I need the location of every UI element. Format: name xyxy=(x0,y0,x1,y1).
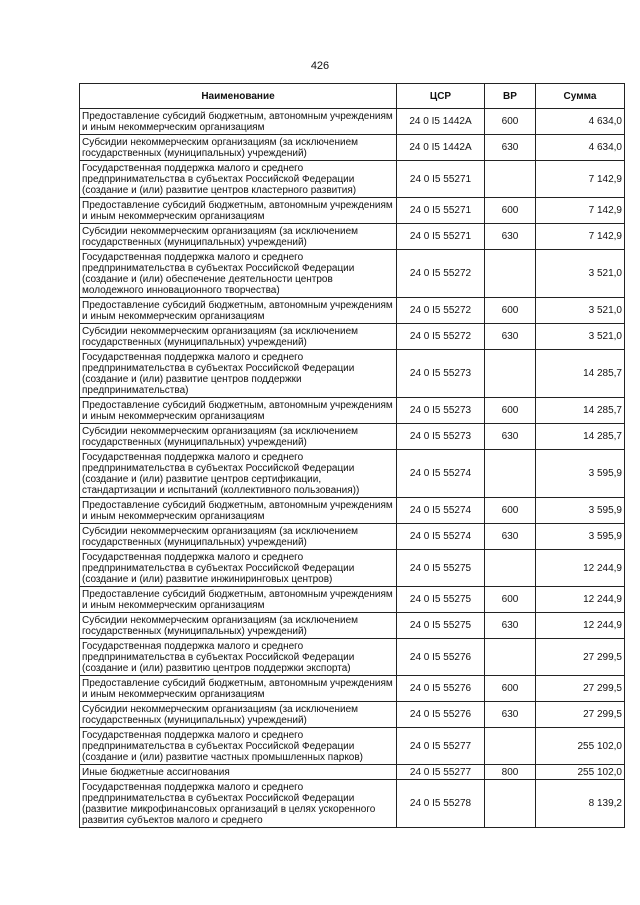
cell-vr: 630 xyxy=(485,524,536,550)
cell-sum: 12 244,9 xyxy=(536,587,625,613)
table-row xyxy=(80,498,625,524)
cell-sum: 3 595,9 xyxy=(536,450,625,498)
cell-name: Иные бюджетные ассигнования xyxy=(80,765,397,780)
cell-vr xyxy=(485,450,536,498)
cell-csr: 24 0 I5 55271 xyxy=(397,224,485,250)
table-row xyxy=(80,639,625,676)
cell-name: Предоставление субсидий бюджетным, автономным учреждениям и иным некоммерческим организациям xyxy=(80,676,397,702)
cell-name: Предоставление субсидий бюджетным, автономным учреждениям и иным некоммерческим организациям xyxy=(80,298,397,324)
table-row xyxy=(80,350,625,398)
cell-sum: 4 634,0 xyxy=(536,135,625,161)
cell-vr: 600 xyxy=(485,587,536,613)
cell-sum: 27 299,5 xyxy=(536,639,625,676)
table-row xyxy=(80,298,625,324)
cell-sum: 7 142,9 xyxy=(536,224,625,250)
table-row xyxy=(80,198,625,224)
table-row xyxy=(80,250,625,298)
cell-vr: 600 xyxy=(485,298,536,324)
cell-sum: 3 521,0 xyxy=(536,298,625,324)
cell-csr: 24 0 I5 55271 xyxy=(397,161,485,198)
cell-vr: 630 xyxy=(485,613,536,639)
cell-csr: 24 0 I5 55272 xyxy=(397,250,485,298)
cell-name: Субсидии некоммерческим организациям (за исключением государственных (муниципальных) учреждений) xyxy=(80,135,397,161)
cell-csr: 24 0 I5 55276 xyxy=(397,639,485,676)
cell-csr: 24 0 I5 55273 xyxy=(397,424,485,450)
cell-name: Государственная поддержка малого и среднего предпринимательства в субъектах Российской Федерации (создание и (или) обеспечение деятельности центров молодежного инновационного творчества) xyxy=(80,250,397,298)
table-row xyxy=(80,224,625,250)
cell-csr: 24 0 I5 55275 xyxy=(397,613,485,639)
cell-sum: 255 102,0 xyxy=(536,728,625,765)
cell-vr xyxy=(485,250,536,298)
table-header xyxy=(80,84,625,109)
table-row xyxy=(80,728,625,765)
cell-csr: 24 0 I5 55275 xyxy=(397,550,485,587)
table-row xyxy=(80,398,625,424)
header-sum: Сумма xyxy=(536,84,625,109)
cell-sum: 12 244,9 xyxy=(536,550,625,587)
cell-sum: 3 521,0 xyxy=(536,324,625,350)
cell-vr xyxy=(485,728,536,765)
cell-vr: 600 xyxy=(485,198,536,224)
cell-sum: 4 634,0 xyxy=(536,109,625,135)
cell-vr: 600 xyxy=(485,498,536,524)
cell-csr: 24 0 I5 55273 xyxy=(397,350,485,398)
table-row xyxy=(80,587,625,613)
cell-csr: 24 0 I5 55275 xyxy=(397,587,485,613)
page-number: 426 xyxy=(310,60,330,72)
cell-name: Государственная поддержка малого и среднего предпринимательства в субъектах Российской Федерации (создание и (или) развитие инжиниринговых центров) xyxy=(80,550,397,587)
cell-csr: 24 0 I5 55273 xyxy=(397,398,485,424)
cell-name: Предоставление субсидий бюджетным, автономным учреждениям и иным некоммерческим организациям xyxy=(80,498,397,524)
cell-vr xyxy=(485,161,536,198)
cell-sum: 3 595,9 xyxy=(536,524,625,550)
table-row xyxy=(80,135,625,161)
cell-vr: 600 xyxy=(485,398,536,424)
cell-name: Государственная поддержка малого и среднего предпринимательства в субъектах Российской Федерации (создание и (или) развитие центров сертификации, стандартизации и испытаний (коллективного пользования)) xyxy=(80,450,397,498)
cell-name: Субсидии некоммерческим организациям (за исключением государственных (муниципальных) учреждений) xyxy=(80,524,397,550)
cell-csr: 24 0 I5 55278 xyxy=(397,780,485,828)
header-vr: ВР xyxy=(485,84,536,109)
cell-csr: 24 0 I5 55276 xyxy=(397,676,485,702)
header-csr: ЦСР xyxy=(397,84,485,109)
cell-name: Субсидии некоммерческим организациям (за исключением государственных (муниципальных) учреждений) xyxy=(80,424,397,450)
cell-name: Государственная поддержка малого и среднего предпринимательства в субъектах Российской Федерации (создание и (или) развитие частных промышленных парков) xyxy=(80,728,397,765)
cell-vr: 630 xyxy=(485,702,536,728)
cell-csr: 24 0 I5 55276 xyxy=(397,702,485,728)
cell-vr: 630 xyxy=(485,424,536,450)
cell-csr: 24 0 I5 55274 xyxy=(397,450,485,498)
table-row xyxy=(80,676,625,702)
budget-table xyxy=(79,83,625,828)
table-row xyxy=(80,702,625,728)
cell-sum: 3 595,9 xyxy=(536,498,625,524)
table-row xyxy=(80,780,625,828)
header-name: Наименование xyxy=(80,84,397,109)
table-row xyxy=(80,550,625,587)
cell-csr: 24 0 I5 55277 xyxy=(397,765,485,780)
cell-csr: 24 0 I5 55277 xyxy=(397,728,485,765)
cell-name: Субсидии некоммерческим организациям (за исключением государственных (муниципальных) учреждений) xyxy=(80,224,397,250)
cell-sum: 255 102,0 xyxy=(536,765,625,780)
cell-vr xyxy=(485,550,536,587)
cell-sum: 12 244,9 xyxy=(536,613,625,639)
cell-name: Предоставление субсидий бюджетным, автономным учреждениям и иным некоммерческим организациям xyxy=(80,587,397,613)
cell-sum: 27 299,5 xyxy=(536,676,625,702)
cell-vr xyxy=(485,350,536,398)
cell-sum: 7 142,9 xyxy=(536,198,625,224)
table-row xyxy=(80,450,625,498)
table-row xyxy=(80,424,625,450)
cell-vr: 800 xyxy=(485,765,536,780)
cell-sum: 14 285,7 xyxy=(536,424,625,450)
cell-name: Предоставление субсидий бюджетным, автономным учреждениям и иным некоммерческим организациям xyxy=(80,198,397,224)
cell-name: Государственная поддержка малого и среднего предпринимательства в субъектах Российской Федерации (создание и (или) развитие центров кластерного развития) xyxy=(80,161,397,198)
cell-vr: 630 xyxy=(485,224,536,250)
cell-csr: 24 0 I5 55272 xyxy=(397,324,485,350)
cell-vr: 630 xyxy=(485,324,536,350)
table-row xyxy=(80,613,625,639)
cell-sum: 14 285,7 xyxy=(536,350,625,398)
cell-name: Предоставление субсидий бюджетным, автономным учреждениям и иным некоммерческим организациям xyxy=(80,398,397,424)
cell-vr: 600 xyxy=(485,109,536,135)
table-row xyxy=(80,765,625,780)
cell-csr: 24 0 I5 1442A xyxy=(397,109,485,135)
cell-name: Субсидии некоммерческим организациям (за исключением государственных (муниципальных) учреждений) xyxy=(80,613,397,639)
table-body xyxy=(80,109,625,828)
cell-csr: 24 0 I5 55271 xyxy=(397,198,485,224)
cell-sum: 14 285,7 xyxy=(536,398,625,424)
cell-name: Субсидии некоммерческим организациям (за исключением государственных (муниципальных) учреждений) xyxy=(80,324,397,350)
cell-csr: 24 0 I5 55274 xyxy=(397,498,485,524)
cell-sum: 7 142,9 xyxy=(536,161,625,198)
cell-name: Предоставление субсидий бюджетным, автономным учреждениям и иным некоммерческим организациям xyxy=(80,109,397,135)
cell-csr: 24 0 I5 55272 xyxy=(397,298,485,324)
cell-vr xyxy=(485,639,536,676)
cell-name: Государственная поддержка малого и среднего предпринимательства в субъектах Российской Федерации (создание и (или) развитие центров поддержки предпринимательства) xyxy=(80,350,397,398)
cell-name: Государственная поддержка малого и среднего предпринимательства в субъектах Российской Федерации (развитие микрофинансовых организаций в целях ускоренного развития субъектов малого и среднего xyxy=(80,780,397,828)
table-header-row xyxy=(80,84,625,109)
cell-csr: 24 0 I5 1442A xyxy=(397,135,485,161)
cell-name: Государственная поддержка малого и среднего предпринимательства в субъектах Российской Федерации (создание и (или) развитию центров поддержки экспорта) xyxy=(80,639,397,676)
cell-name: Субсидии некоммерческим организациям (за исключением государственных (муниципальных) учреждений) xyxy=(80,702,397,728)
cell-vr: 600 xyxy=(485,676,536,702)
table-row xyxy=(80,324,625,350)
table-row xyxy=(80,161,625,198)
table-row xyxy=(80,109,625,135)
cell-vr xyxy=(485,780,536,828)
cell-sum: 27 299,5 xyxy=(536,702,625,728)
cell-csr: 24 0 I5 55274 xyxy=(397,524,485,550)
table-row xyxy=(80,524,625,550)
cell-vr: 630 xyxy=(485,135,536,161)
cell-sum: 3 521,0 xyxy=(536,250,625,298)
cell-sum: 8 139,2 xyxy=(536,780,625,828)
